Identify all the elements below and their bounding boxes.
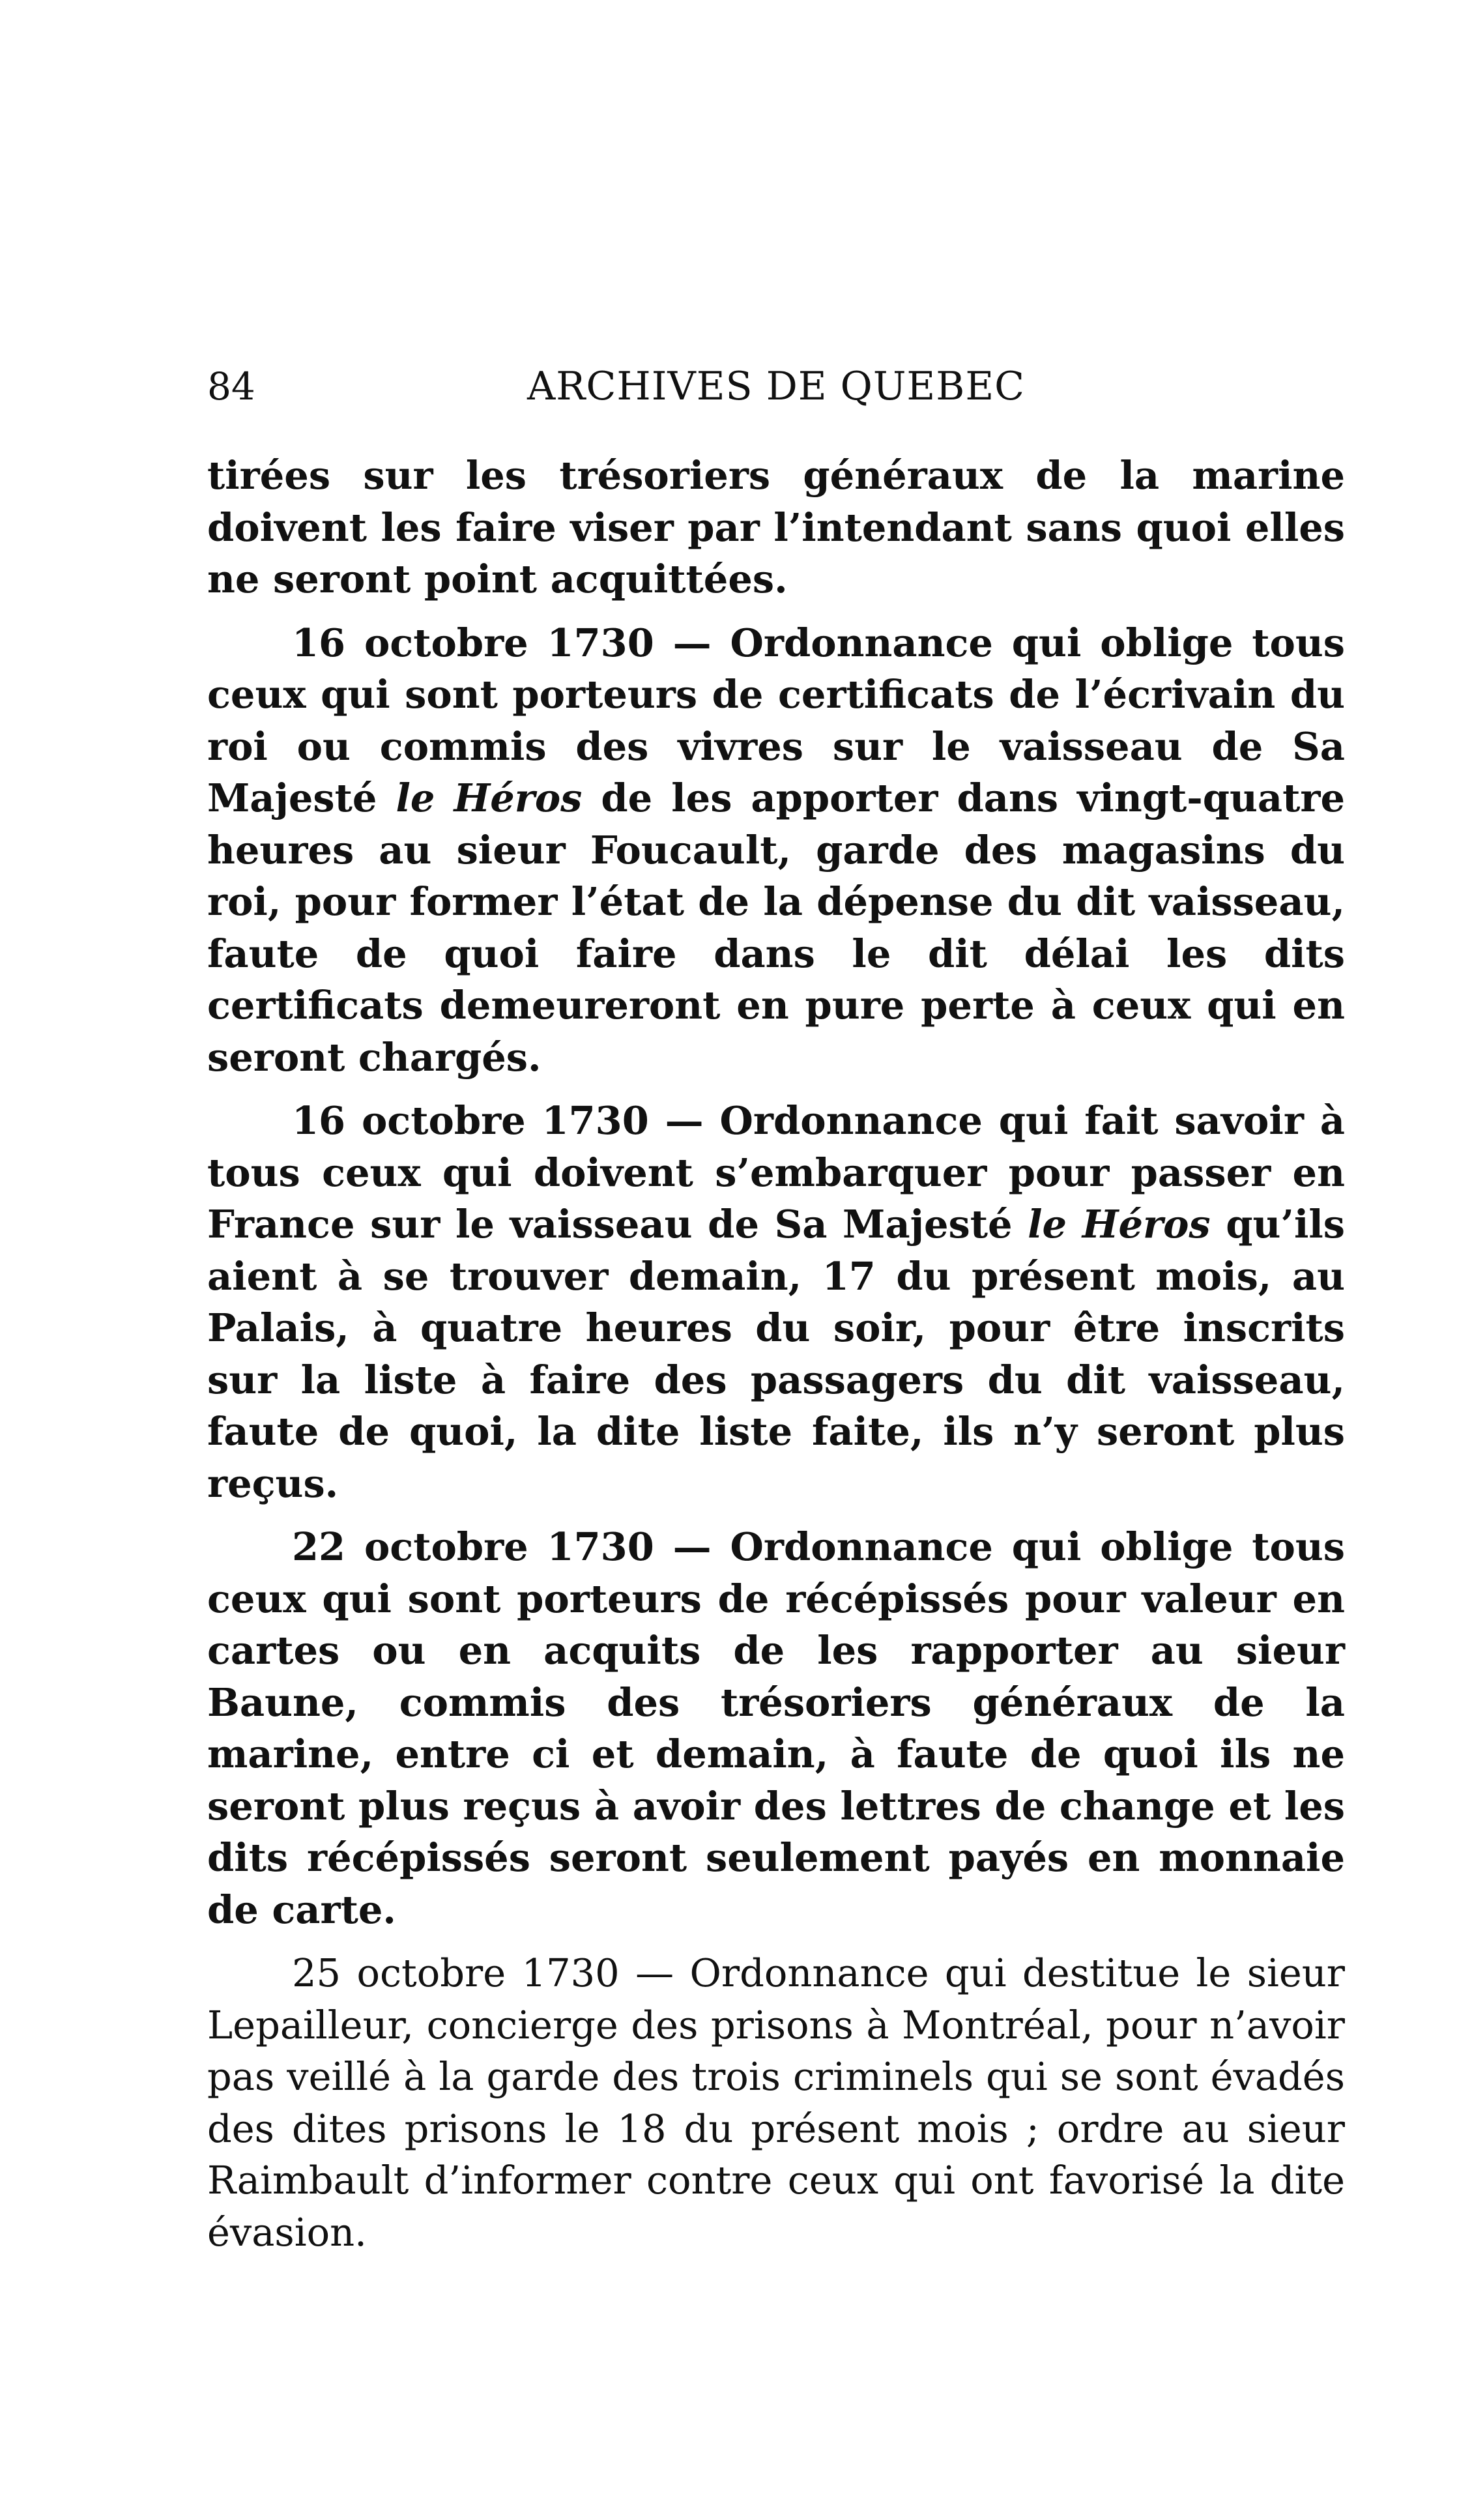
entry-paragraph <box>207 1947 1345 2258</box>
entry-text: Ordonnance qui destitue le sieur Lepailleur, concierge des prisons à Montréal, pour n’avoir pas veillé à la garde des trois criminels qui se sont évadés des dites prisons le 18 du présent mois ; ordre au sieur Raimbault d’informer contre ceux qui ont favorisé la dite évasion. <box>207 1950 1345 2255</box>
entry-date: 16 octobre 1730 <box>292 620 654 665</box>
dash: — <box>619 1950 690 1995</box>
entry-paragraph <box>207 617 1345 1084</box>
dash: — <box>648 1098 720 1143</box>
entry-text: Ordonnance qui oblige tous ceux qui sont porteurs de certificats de l’écrivain du roi ou commis des vivres sur le vaisseau de Sa Majesté <box>207 620 1345 820</box>
running-title: ARCHIVES DE QUEBEC <box>527 364 1026 409</box>
page-number: 84 <box>207 364 255 409</box>
entry-date: 25 octobre 1730 <box>292 1950 620 1995</box>
dash: — <box>654 620 730 665</box>
entry-date: 22 octobre 1730 <box>292 1524 654 1569</box>
entry-date: 16 octobre 1730 <box>292 1098 649 1143</box>
entry-text: de les apporter dans vingt-quatre heures au sieur Foucault, garde des magasins du roi, pour former l’état de la dépense du dit vaisseau, faute de quoi faire dans le dit délai les dits certificats demeureront en pure perte à ceux qui en seront chargés. <box>207 775 1345 1080</box>
page-body <box>207 450 1345 2258</box>
entry-text: Ordonnance qui oblige tous ceux qui sont porteurs de récépissés pour valeur en cartes ou en acquits de les rapporter au sieur Baune, commis des trésoriers généraux de la marine, entre ci et demain, à faute de quoi ils ne seront plus reçus à avoir des lettres de change et les dits récépissés seront seulement payés en monnaie de carte. <box>207 1524 1345 1932</box>
entry-paragraph <box>207 1095 1345 1509</box>
entry-text: qu’ils aient à se trouver demain, 17 du présent mois, au Palais, à quatre heures du soir, pour être inscrits sur la liste à faire des passagers du dit vaisseau, faute de quoi, la dite liste faite, ils n’y seront plus reçus. <box>207 1202 1345 1506</box>
entry-paragraph <box>207 1521 1345 1935</box>
dash: — <box>654 1524 730 1569</box>
page-header <box>207 357 1345 416</box>
ship-name: le Héros <box>1028 1202 1211 1247</box>
continuation-paragraph: tirées sur les trésoriers généraux de la marine doivent les faire viser par l’intendant sans quoi elles ne seront point acquittées. <box>207 453 1345 601</box>
ship-name: le Héros <box>396 775 583 820</box>
entry-text: Ordonnance qui fait savoir à tous ceux qui doivent s’embarquer pour passer en France sur le vaisseau de Sa Majesté <box>207 1098 1345 1247</box>
